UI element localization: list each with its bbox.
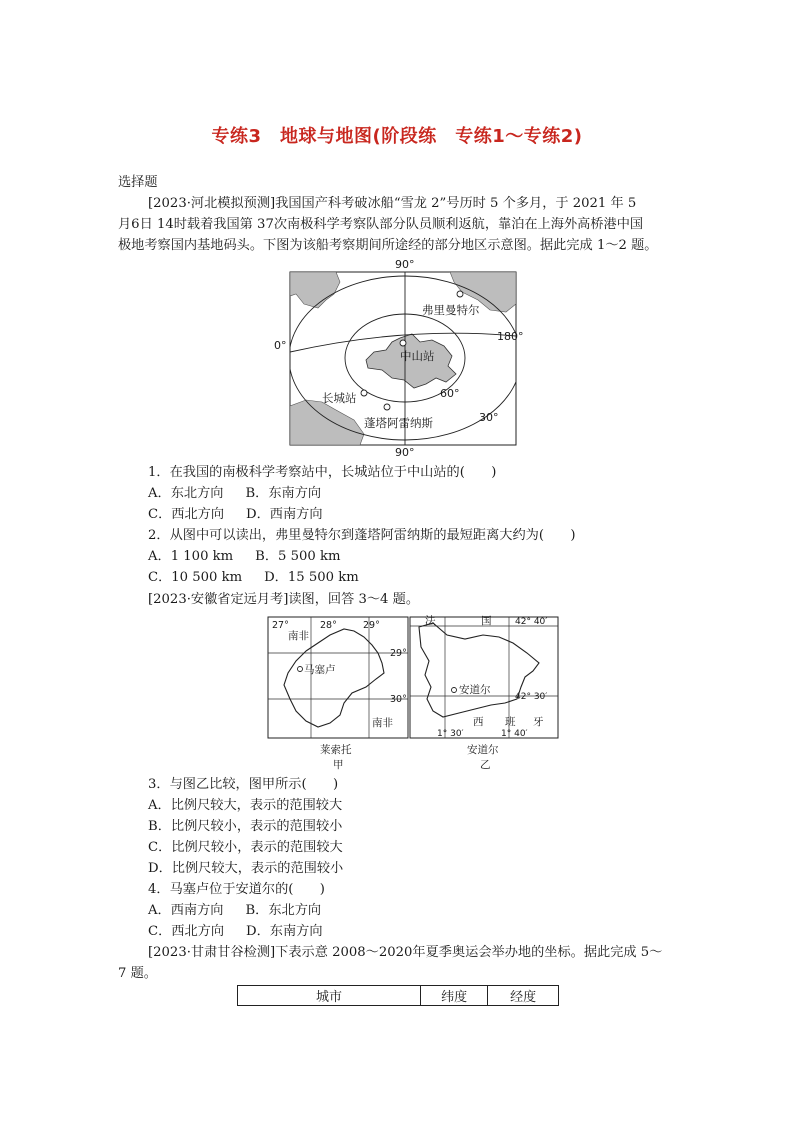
map1-bottom-label: 90° — [395, 446, 415, 458]
table-header-row — [238, 986, 559, 1006]
map3-andorra-city-label: 安道尔 — [459, 684, 491, 696]
map3-caption: 安道尔 — [467, 744, 499, 756]
table-header-city: 城市 — [238, 986, 421, 1006]
intro1-line2: 月6日 14时载着我国第 37次南极科学考察队部分队员顺利返航，靠泊在上海外高桥港中国 — [118, 217, 644, 232]
map2-lat30: 30° — [390, 694, 407, 705]
q1-options-ab — [148, 485, 321, 503]
q4-options-cd — [148, 923, 323, 941]
q4-option-b[interactable]: B．东北方向 — [245, 903, 322, 918]
intro3-line1: [2023·甘肃甘谷检测]下表示意 2008～2020年夏季奥运会举办地的坐标。据此完成 5～ — [148, 945, 663, 960]
map3-lon-130: 1° 30′ — [437, 729, 464, 739]
q2-stem: 2．从图中可以读出，弗里曼特尔到蓬塔阿雷纳斯的最短距离大约为( ) — [148, 528, 576, 543]
map2-caption: 莱索托 — [320, 744, 352, 756]
page-title: 专练3 地球与地图(阶段练 专练1～专练2) — [211, 126, 583, 147]
q2-options-ab — [148, 548, 340, 566]
map2-lon28: 28° — [320, 620, 337, 631]
antarctic-map — [268, 256, 538, 458]
q2-option-b[interactable]: B．5 500 km — [255, 549, 341, 564]
map2-south-africa-label-2: 南非 — [372, 717, 393, 729]
q1-options-cd — [148, 506, 323, 524]
olympics-coordinate-table — [237, 985, 559, 1006]
q4-option-a[interactable]: A．西南方向 — [148, 903, 224, 918]
map2-figure-label: 甲 — [333, 759, 344, 771]
q3-option-b[interactable]: B．比例尺较小，表示的范围较小 — [148, 819, 343, 834]
q3-option-a[interactable]: A．比例尺较大，表示的范围较大 — [148, 798, 343, 813]
map3-xi: 西 — [473, 716, 484, 728]
q3-stem: 3．与图乙比较，图甲所示( ) — [148, 777, 339, 792]
map3-fa: 法 — [425, 615, 436, 627]
q2-option-a[interactable]: A．1 100 km — [148, 549, 234, 564]
intro1-line1: [2023·河北模拟预测]我国国产科考破冰船“雪龙 2”号历时 5 个多月，于 2021 年 5 — [148, 196, 637, 211]
map1-lat60-label: 60° — [440, 387, 460, 400]
map2-lat29: 29° — [390, 648, 407, 659]
lesotho-map — [266, 613, 410, 773]
map1-lat30-label: 30° — [479, 411, 499, 424]
q1-option-a[interactable]: A．东北方向 — [148, 486, 224, 501]
map2-lon29: 29° — [363, 620, 380, 631]
map1-place-zhongshan: 中山站 — [400, 349, 435, 363]
andorra-map — [409, 613, 561, 773]
q2-options-cd — [148, 569, 359, 587]
section-heading: 选择题 — [118, 175, 158, 190]
map3-guo: 国 — [481, 615, 492, 627]
map3-ban: 班 — [505, 716, 516, 728]
map3-figure-label: 乙 — [480, 759, 491, 771]
map3-lat-4240: 42° 40′ — [515, 617, 548, 627]
q1-option-c[interactable]: C．西北方向 — [148, 507, 225, 522]
map2-south-africa-label-1: 南非 — [288, 630, 309, 642]
q4-options-ab — [148, 902, 321, 920]
q3-option-d[interactable]: D．比例尺较大，表示的范围较小 — [148, 861, 344, 876]
q4-option-d[interactable]: D．东南方向 — [246, 924, 323, 939]
map1-left-label: 0° — [274, 339, 287, 352]
table-header-longitude: 经度 — [488, 986, 559, 1006]
map3-lon-140: 1° 40′ — [501, 729, 528, 739]
map2-maseru-label: 马塞卢 — [304, 664, 336, 676]
map3-ya: 牙 — [533, 716, 544, 728]
q1-option-d[interactable]: D．西南方向 — [246, 507, 323, 522]
table-header-latitude: 纬度 — [420, 986, 487, 1006]
map1-right-label: 180° — [497, 330, 524, 343]
map1-place-punta-arenas: 蓬塔阿雷纳斯 — [364, 416, 433, 430]
intro3-line2: 7 题。 — [118, 966, 157, 981]
q4-option-c[interactable]: C．西北方向 — [148, 924, 225, 939]
intro2: [2023·安徽省定远月考]读图，回答 3～4 题。 — [148, 592, 420, 607]
intro1-line3: 极地考察国内基地码头。下图为该船考察期间所途经的部分地区示意图。据此完成 1～2 题。 — [118, 238, 658, 253]
map1-place-changcheng: 长城站 — [322, 391, 357, 405]
map1-top-label: 90° — [395, 258, 415, 271]
map2-lon27: 27° — [272, 620, 289, 631]
q2-option-d[interactable]: D．15 500 km — [264, 570, 359, 585]
q1-stem: 1．在我国的南极科学考察站中，长城站位于中山站的( ) — [148, 465, 497, 480]
q2-option-c[interactable]: C．10 500 km — [148, 570, 243, 585]
q4-stem: 4．马塞卢位于安道尔的( ) — [148, 882, 325, 897]
map3-lat-4230: 42° 30′ — [515, 692, 548, 702]
q3-option-c[interactable]: C．比例尺较小，表示的范围较大 — [148, 840, 343, 855]
map1-place-fremantle: 弗里曼特尔 — [422, 303, 480, 317]
q1-option-b[interactable]: B．东南方向 — [245, 486, 322, 501]
